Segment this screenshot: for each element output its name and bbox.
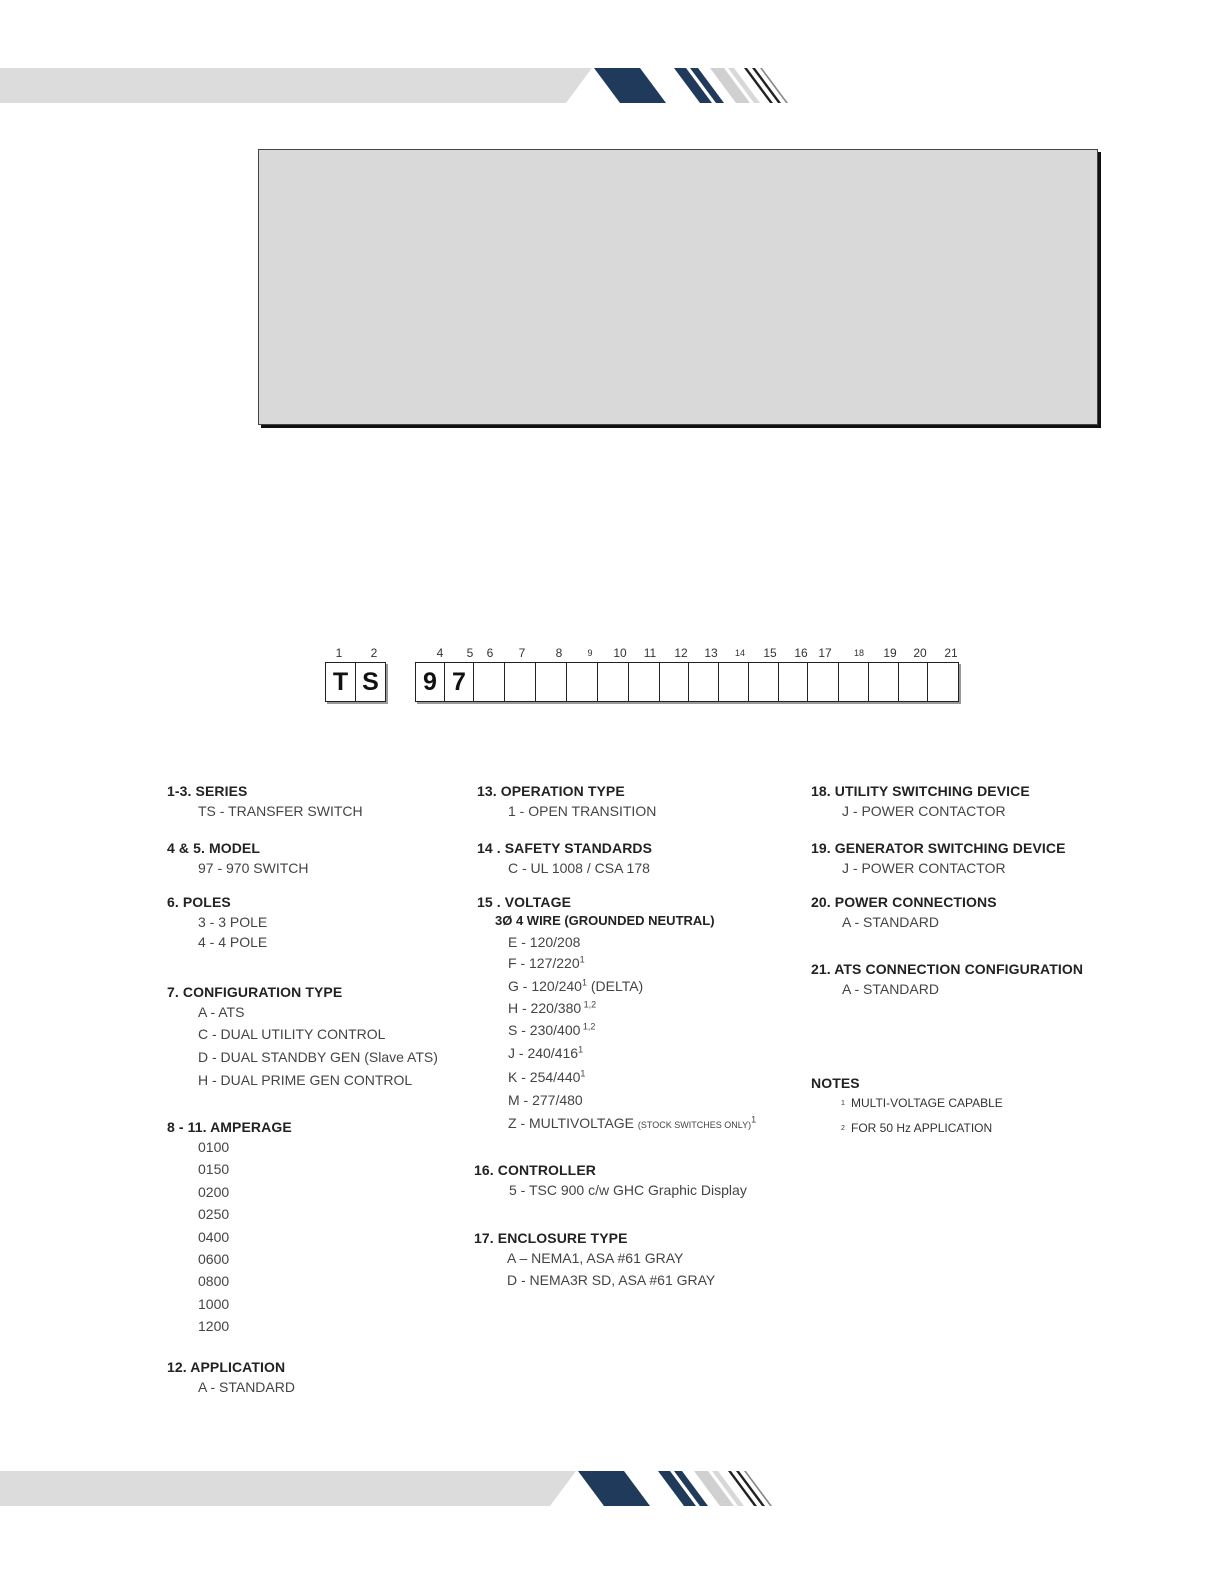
code-box-4: 9 bbox=[416, 663, 445, 701]
position-number: 6 bbox=[486, 646, 494, 660]
section-heading: 7. CONFIGURATION TYPE bbox=[167, 984, 343, 1000]
section-heading: 12. APPLICATION bbox=[167, 1359, 286, 1375]
footnote-marker: 1 bbox=[579, 954, 585, 965]
position-number: 10 bbox=[613, 646, 627, 660]
option-item: 3 - 3 POLE bbox=[198, 914, 268, 930]
position-number: 13 bbox=[704, 646, 718, 660]
voltage-list bbox=[477, 932, 756, 1138]
notes-heading: NOTES bbox=[811, 1075, 860, 1091]
position-number: 7 bbox=[518, 646, 526, 660]
section-heading: 20. POWER CONNECTIONS bbox=[811, 894, 997, 910]
position-number: 11 bbox=[643, 646, 657, 660]
power-connections-section bbox=[811, 894, 997, 933]
option-text: E - 120/208 bbox=[508, 934, 581, 950]
option-item bbox=[508, 1111, 756, 1138]
code-box-15 bbox=[749, 663, 779, 701]
option-item: 1200 bbox=[198, 1318, 230, 1335]
footnote-marker: 1,2 bbox=[581, 999, 597, 1010]
header-content-box bbox=[258, 149, 1098, 425]
operation-section bbox=[477, 783, 656, 822]
section-heading: 16. CONTROLLER bbox=[474, 1162, 596, 1178]
section-heading: 17. ENCLOSURE TYPE bbox=[474, 1230, 628, 1246]
code-box-21 bbox=[928, 663, 959, 701]
position-number: 2 bbox=[370, 646, 378, 660]
option-item bbox=[508, 1089, 756, 1111]
option-text: J - 240/416 bbox=[508, 1045, 579, 1061]
code-box-16 bbox=[779, 663, 808, 701]
voltage-subheading: 3Ø 4 WIRE (GROUNDED NEUTRAL) bbox=[495, 913, 715, 928]
option-item: 0250 bbox=[198, 1206, 230, 1223]
option-item: 0800 bbox=[198, 1273, 230, 1290]
option-text: G - 120/240 bbox=[508, 978, 582, 994]
section-heading: 15 . VOLTAGE bbox=[477, 894, 572, 910]
position-number: 12 bbox=[674, 646, 688, 660]
code-box-13 bbox=[689, 663, 719, 701]
option-small-note: (STOCK SWITCHES ONLY) bbox=[637, 1120, 752, 1130]
position-number: 15 bbox=[763, 646, 777, 660]
position-number: 19 bbox=[883, 646, 897, 660]
option-item: 5 - TSC 900 c/w GHC Graphic Display bbox=[509, 1182, 747, 1198]
position-number: 5 bbox=[466, 646, 474, 660]
code-box-18 bbox=[839, 663, 869, 701]
note-item bbox=[841, 1116, 1003, 1141]
position-number: 1 bbox=[335, 646, 343, 660]
generator-device-section bbox=[811, 840, 1066, 879]
option-suffix: (DELTA) bbox=[586, 978, 644, 994]
option-item: C - UL 1008 / CSA 178 bbox=[508, 860, 650, 876]
code-box-14 bbox=[719, 663, 749, 701]
option-item bbox=[508, 974, 756, 998]
utility-device-section bbox=[811, 783, 1030, 822]
enclosure-section bbox=[474, 1230, 715, 1292]
section-heading: 13. OPERATION TYPE bbox=[477, 783, 625, 799]
code-box-20 bbox=[899, 663, 928, 701]
application-section bbox=[167, 1359, 295, 1398]
position-number: 18 bbox=[853, 648, 865, 658]
code-box-9 bbox=[567, 663, 598, 701]
option-text: M - 277/480 bbox=[508, 1092, 583, 1108]
section-heading: 18. UTILITY SWITCHING DEVICE bbox=[811, 783, 1030, 799]
poles-section bbox=[167, 894, 267, 952]
safety-section bbox=[477, 840, 652, 879]
position-number: 14 bbox=[734, 648, 746, 658]
code-box-6 bbox=[474, 663, 505, 701]
note-mark: 1 bbox=[841, 1100, 845, 1107]
footnote-marker: 1,2 bbox=[580, 1021, 596, 1032]
note-text: MULTI-VOLTAGE CAPABLE bbox=[851, 1096, 1003, 1110]
section-heading: 21. ATS CONNECTION CONFIGURATION bbox=[811, 961, 1084, 977]
option-item: 4 - 4 POLE bbox=[198, 934, 268, 951]
header-stripes-decoration bbox=[594, 68, 814, 103]
option-item: A - STANDARD bbox=[842, 914, 939, 930]
option-text: S - 230/400 bbox=[508, 1022, 581, 1038]
position-number: 20 bbox=[913, 646, 927, 660]
option-item: 97 - 970 SWITCH bbox=[198, 860, 309, 876]
note-text: FOR 50 Hz APPLICATION bbox=[851, 1121, 993, 1135]
controller-section bbox=[474, 1162, 747, 1201]
code-box-10 bbox=[598, 663, 629, 701]
option-item: A – NEMA1, ASA #61 GRAY bbox=[507, 1250, 684, 1266]
option-item: A - STANDARD bbox=[198, 1379, 295, 1395]
option-text: H - 220/380 bbox=[508, 1000, 582, 1016]
section-heading: 1-3. SERIES bbox=[167, 783, 248, 799]
footnote-marker: 1 bbox=[751, 1114, 757, 1125]
option-text: F - 127/220 bbox=[508, 955, 580, 971]
option-item: A - ATS bbox=[198, 1004, 245, 1020]
series-section bbox=[167, 783, 363, 822]
option-text: K - 254/440 bbox=[508, 1069, 581, 1085]
footnote-marker: 1 bbox=[581, 977, 587, 988]
voltage-section bbox=[477, 894, 756, 1138]
code-box-11 bbox=[629, 663, 660, 701]
code-box-17 bbox=[808, 663, 839, 701]
option-item: J - POWER CONTACTOR bbox=[842, 860, 1006, 876]
position-number: 9 bbox=[587, 648, 593, 658]
option-item: D - NEMA3R SD, ASA #61 GRAY bbox=[507, 1272, 716, 1289]
footer-stripes-decoration bbox=[578, 1471, 798, 1506]
series-boxes bbox=[325, 662, 386, 702]
notes-section bbox=[811, 1075, 1003, 1141]
option-item: D - DUAL STANDBY GEN (Slave ATS) bbox=[198, 1048, 438, 1065]
ats-connection-section bbox=[811, 961, 1083, 1000]
option-item: H - DUAL PRIME GEN CONTROL bbox=[198, 1072, 413, 1089]
option-item: TS - TRANSFER SWITCH bbox=[198, 803, 363, 819]
code-box-19 bbox=[869, 663, 899, 701]
note-mark: 2 bbox=[841, 1125, 845, 1132]
code-box-1: T bbox=[326, 663, 356, 701]
position-number: 4 bbox=[436, 646, 444, 660]
note-item bbox=[841, 1091, 1003, 1116]
option-item: 1000 bbox=[198, 1295, 230, 1312]
option-item: 0100 bbox=[198, 1139, 230, 1155]
code-box-2: S bbox=[356, 663, 386, 701]
section-heading: 4 & 5. MODEL bbox=[167, 840, 260, 856]
option-item: 0200 bbox=[198, 1183, 230, 1200]
section-heading: 6. POLES bbox=[167, 894, 231, 910]
option-item: 0400 bbox=[198, 1228, 230, 1245]
option-item bbox=[508, 932, 756, 952]
option-item: C - DUAL UTILITY CONTROL bbox=[198, 1026, 386, 1043]
position-number: 21 bbox=[944, 646, 958, 660]
code-box-12 bbox=[660, 663, 689, 701]
code-box-8 bbox=[536, 663, 567, 701]
option-item bbox=[508, 998, 756, 1019]
option-item: 0600 bbox=[198, 1251, 230, 1268]
section-heading: 8 - 11. AMPERAGE bbox=[167, 1119, 292, 1135]
option-item bbox=[508, 952, 756, 974]
section-heading: 19. GENERATOR SWITCHING DEVICE bbox=[811, 840, 1066, 856]
configuration-section bbox=[167, 984, 438, 1093]
option-item: 1 - OPEN TRANSITION bbox=[508, 803, 657, 819]
footer-band bbox=[0, 1471, 576, 1506]
option-item: 0150 bbox=[198, 1161, 230, 1178]
section-heading: 14 . SAFETY STANDARDS bbox=[477, 840, 653, 856]
position-number: 8 bbox=[555, 646, 563, 660]
option-item: A - STANDARD bbox=[842, 981, 939, 997]
option-item bbox=[508, 1065, 756, 1089]
header-band bbox=[0, 68, 592, 103]
amperage-section bbox=[167, 1119, 292, 1338]
option-text: Z - MULTIVOLTAGE bbox=[508, 1115, 638, 1131]
code-box-5: 7 bbox=[445, 663, 474, 701]
footnote-marker: 1 bbox=[580, 1068, 586, 1079]
option-item bbox=[508, 1042, 756, 1065]
model-section bbox=[167, 840, 308, 879]
position-number: 17 bbox=[818, 646, 832, 660]
option-item bbox=[508, 1019, 756, 1042]
position-number: 16 bbox=[794, 646, 808, 660]
option-item: J - POWER CONTACTOR bbox=[842, 803, 1006, 819]
footnote-marker: 1 bbox=[578, 1044, 584, 1055]
model-boxes bbox=[415, 662, 959, 702]
code-box-7 bbox=[505, 663, 536, 701]
